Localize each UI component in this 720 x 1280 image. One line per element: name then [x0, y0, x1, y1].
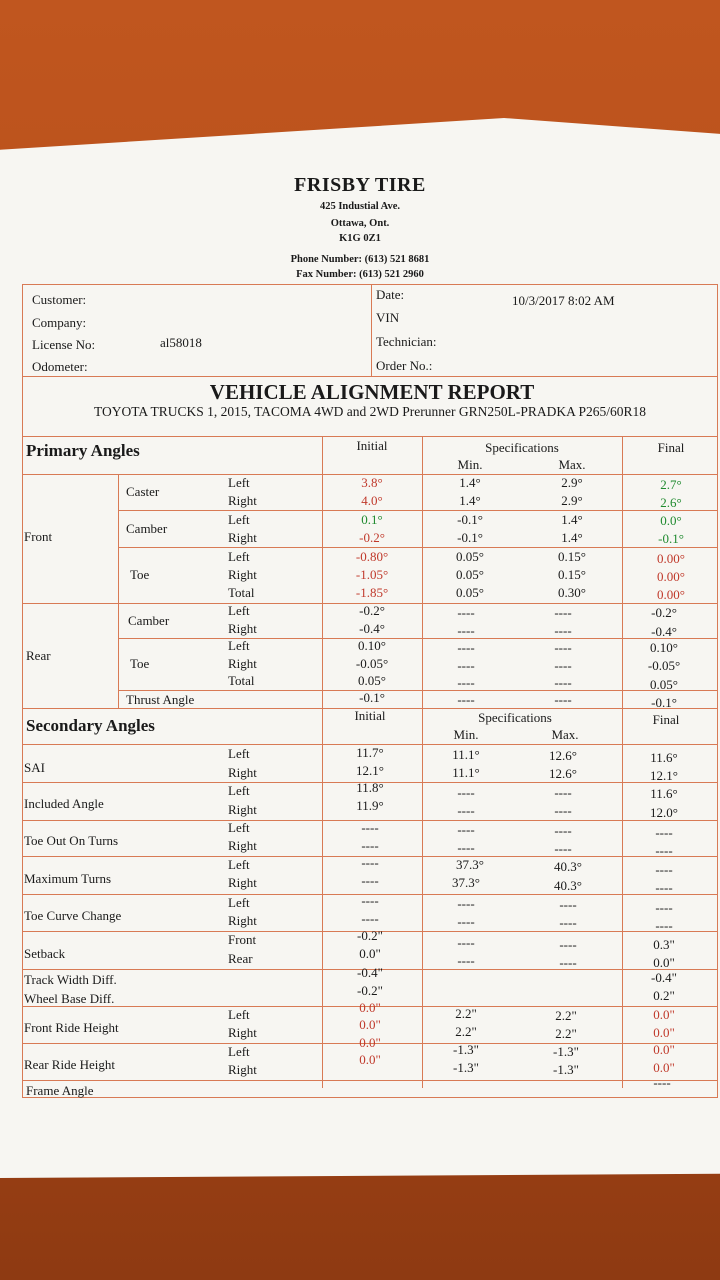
camber-right-min: -0.1° [457, 530, 483, 545]
rear-camber-right-max: ---- [554, 623, 572, 638]
toe-curve-left-max: ---- [559, 897, 577, 912]
front-ride-height-label: Front Ride Height [24, 1020, 119, 1035]
rear-toe-right-initial: -0.05° [355, 656, 389, 671]
included-left-final: 11.6° [650, 786, 678, 801]
vehicle-description: TOYOTA TRUCKS 1, 2015, TACOMA 4WD and 2WD Prerunner GRN250L-PRADKA P265/60R18 [93, 404, 647, 419]
rear-camber-left-max: ---- [554, 605, 572, 620]
rear-toe-left-max: ---- [554, 640, 572, 655]
toe-left-max: 0.15° [558, 549, 586, 564]
toe-curve-left-min: ---- [457, 896, 475, 911]
order-label: Order No.: [376, 358, 433, 373]
rear-camber-right-final: -0.4° [651, 624, 677, 639]
toe-left-min: 0.05° [456, 549, 484, 564]
sai-right-initial: 12.1° [356, 763, 384, 778]
maximum-turns-label: Maximum Turns [24, 871, 112, 886]
toe-out-left-label: Left [228, 820, 250, 835]
rear-camber-right-min: ---- [457, 623, 475, 638]
frame-angle-final: ---- [653, 1075, 671, 1090]
rear-ride-left-min: -1.3" [453, 1042, 479, 1057]
rear-camber-label: Camber [128, 613, 170, 628]
included-right-min: ---- [457, 803, 475, 818]
max-turns-left-final: ---- [655, 862, 673, 877]
rear-toe-right-max: ---- [554, 658, 572, 673]
toe-right-max: 0.15° [558, 567, 586, 582]
toe-curve-left-initial: ---- [361, 893, 379, 908]
sai-left-min: 11.1° [452, 747, 480, 762]
toe-out-right-min: ---- [457, 840, 475, 855]
included-left-initial: 11.8° [356, 780, 384, 795]
caster-right-initial: 4.0° [361, 493, 383, 508]
thrust-final: -0.1° [651, 695, 677, 710]
secondary-min-label: Min. [453, 727, 479, 742]
max-turns-right-final: ---- [655, 880, 673, 895]
camber-left-max: 1.4° [561, 512, 583, 527]
primary-final-label: Final [657, 440, 685, 455]
included-right-max: ---- [554, 803, 572, 818]
rear-toe-left-min: ---- [457, 640, 475, 655]
caster-left-max: 2.9° [561, 475, 583, 490]
included-left-max: ---- [554, 785, 572, 800]
caster-label: Caster [126, 484, 160, 499]
toe-right-initial: -1.05° [355, 567, 389, 582]
toe-curve-right-final: ---- [655, 918, 673, 933]
toe-total-initial: -1.85° [355, 585, 389, 600]
rear-toe-left-initial: 0.10° [358, 638, 386, 653]
rear-ride-left-final: 0.0" [653, 1042, 675, 1057]
max-turns-right-max: 40.3° [554, 878, 582, 893]
setback-rear-label: Rear [228, 951, 253, 966]
technician-label: Technician: [376, 334, 437, 349]
setback-rear-initial: 0.0" [359, 946, 381, 961]
rear-ride-left-initial: 0.0" [359, 1035, 381, 1050]
toe-left-initial: -0.80° [355, 549, 389, 564]
toe-curve-left-final: ---- [655, 900, 673, 915]
toe-total-label: Total [228, 585, 255, 600]
caster-left-label: Left [228, 475, 250, 490]
toe-curve-right-initial: ---- [361, 911, 379, 926]
toe-right-min: 0.05° [456, 567, 484, 582]
track-width-diff-label: Track Width Diff. [24, 972, 117, 987]
sai-label: SAI [24, 760, 45, 775]
max-turns-right-initial: ---- [361, 873, 379, 888]
rear-toe-total-label: Total [228, 673, 255, 688]
vin-label: VIN [376, 310, 400, 325]
toe-curve-right-max: ---- [559, 915, 577, 930]
track-width-initial: -0.4" [357, 965, 383, 980]
toe-left-label: Left [228, 549, 250, 564]
front-ride-right-max: 2.2" [555, 1026, 577, 1041]
toe-out-left-max: ---- [554, 823, 572, 838]
rear-toe-total-final: 0.05° [650, 677, 678, 692]
rear-toe-right-label: Right [228, 656, 257, 671]
secondary-initial-label: Initial [354, 708, 386, 723]
setback-front-max: ---- [559, 937, 577, 952]
toe-curve-left-label: Left [228, 895, 250, 910]
sai-left-initial: 11.7° [356, 745, 384, 760]
front-ride-right-min: 2.2" [455, 1024, 477, 1039]
rear-toe-label: Toe [130, 656, 150, 671]
primary-min-label: Min. [457, 457, 483, 472]
camber-right-initial: -0.2° [359, 530, 385, 545]
included-right-final: 12.0° [650, 805, 678, 820]
included-angle-label: Included Angle [24, 796, 104, 811]
max-turns-left-label: Left [228, 857, 250, 872]
toe-out-right-label: Right [228, 838, 257, 853]
max-turns-left-min: 37.3° [456, 857, 484, 872]
max-turns-right-label: Right [228, 875, 257, 890]
secondary-max-label: Max. [551, 727, 579, 742]
rear-ride-left-max: -1.3" [553, 1044, 579, 1059]
toe-label: Toe [130, 567, 150, 582]
toe-total-max: 0.30° [558, 585, 586, 600]
toe-out-left-min: ---- [457, 822, 475, 837]
toe-out-right-final: ---- [655, 843, 673, 858]
toe-out-label: Toe Out On Turns [24, 833, 119, 848]
rear-ride-right-label: Right [228, 1062, 257, 1077]
primary-spec-label: Specifications [485, 440, 559, 455]
wheel-base-initial: -0.2" [357, 983, 383, 998]
shop-street: 425 Industial Ave. [319, 201, 401, 212]
toe-out-left-final: ---- [655, 825, 673, 840]
setback-front-min: ---- [457, 935, 475, 950]
rear-toe-left-label: Left [228, 638, 250, 653]
thrust-min: ---- [457, 692, 475, 707]
shop-city: Ottawa, Ont. [330, 218, 390, 229]
thrust-max: ---- [554, 692, 572, 707]
rear-ride-right-min: -1.3" [453, 1060, 479, 1075]
caster-left-min: 1.4° [459, 475, 481, 490]
sai-left-max: 12.6° [549, 748, 577, 763]
customer-label: Customer: [32, 292, 87, 307]
front-ride-left-initial: 0.0" [359, 1000, 381, 1015]
rear-label: Rear [26, 648, 51, 663]
front-ride-right-initial: 0.0" [359, 1017, 381, 1032]
caster-right-final: 2.6° [660, 495, 682, 510]
rear-ride-left-label: Left [228, 1044, 250, 1059]
company-label: Company: [32, 315, 87, 330]
primary-initial-label: Initial [356, 438, 388, 453]
primary-max-label: Max. [558, 457, 586, 472]
max-turns-left-max: 40.3° [554, 859, 582, 874]
toe-right-label: Right [228, 567, 257, 582]
included-right-label: Right [228, 802, 257, 817]
rear-toe-total-min: ---- [457, 675, 475, 690]
shop-name: FRISBY TIRE [294, 174, 426, 196]
rear-ride-right-final: 0.0" [653, 1060, 675, 1075]
date-label: Date: [376, 287, 405, 302]
shop-phone: Phone Number: (613) 521 8681 [290, 254, 430, 265]
wheel-base-diff-label: Wheel Base Diff. [24, 991, 115, 1006]
shop-postal: K1G 0Z1 [339, 233, 381, 244]
sai-right-min: 11.1° [452, 765, 480, 780]
max-turns-right-min: 37.3° [452, 875, 480, 890]
camber-left-final: 0.0° [660, 513, 682, 528]
rear-camber-left-final: -0.2° [651, 605, 677, 620]
camber-right-max: 1.4° [561, 530, 583, 545]
rear-ride-right-max: -1.3" [553, 1062, 579, 1077]
sai-right-label: Right [228, 765, 257, 780]
sai-left-label: Left [228, 746, 250, 761]
rear-toe-total-max: ---- [554, 675, 572, 690]
caster-right-max: 2.9° [561, 493, 583, 508]
front-ride-left-final: 0.0" [653, 1007, 675, 1022]
toe-left-final: 0.00° [657, 551, 685, 566]
setback-front-initial: -0.2" [357, 928, 383, 943]
toe-total-final: 0.00° [657, 587, 685, 602]
included-right-initial: 11.9° [356, 798, 384, 813]
rear-toe-right-min: ---- [457, 658, 475, 673]
license-value: al58018 [160, 335, 202, 350]
front-ride-left-min: 2.2" [455, 1006, 477, 1021]
front-ride-left-label: Left [228, 1007, 250, 1022]
rear-toe-right-final: -0.05° [647, 658, 681, 673]
rear-toe-left-final: 0.10° [650, 640, 678, 655]
setback-rear-final: 0.0" [653, 955, 675, 970]
rear-camber-right-label: Right [228, 621, 257, 636]
caster-left-final: 2.7° [660, 477, 682, 492]
rear-ride-right-initial: 0.0" [359, 1052, 381, 1067]
toe-out-right-max: ---- [554, 841, 572, 856]
secondary-final-label: Final [652, 712, 680, 727]
max-turns-left-initial: ---- [361, 855, 379, 870]
secondary-spec-label: Specifications [478, 710, 552, 725]
frame-angle-label: Frame Angle [26, 1083, 94, 1098]
sai-left-final: 11.6° [650, 750, 678, 765]
report-title: VEHICLE ALIGNMENT REPORT [209, 380, 535, 404]
setback-rear-max: ---- [559, 955, 577, 970]
secondary-angles-heading: Secondary Angles [26, 716, 155, 735]
front-ride-left-max: 2.2" [555, 1008, 577, 1023]
toe-out-right-initial: ---- [361, 838, 379, 853]
setback-front-final: 0.3" [653, 937, 675, 952]
front-ride-right-label: Right [228, 1025, 257, 1040]
camber-right-final: -0.1° [658, 531, 684, 546]
caster-right-min: 1.4° [459, 493, 481, 508]
shop-fax: Fax Number: (613) 521 2960 [296, 269, 424, 280]
rear-ride-height-label: Rear Ride Height [24, 1057, 115, 1072]
rear-toe-total-initial: 0.05° [358, 673, 386, 688]
rear-camber-left-initial: -0.2° [359, 603, 385, 618]
camber-left-label: Left [228, 512, 250, 527]
camber-right-label: Right [228, 530, 257, 545]
toe-curve-change-label: Toe Curve Change [24, 908, 122, 923]
thrust-angle-label: Thrust Angle [126, 692, 195, 707]
sai-right-final: 12.1° [650, 768, 678, 783]
rear-camber-left-label: Left [228, 603, 250, 618]
caster-right-label: Right [228, 493, 257, 508]
thrust-initial: -0.1° [359, 690, 385, 705]
license-label: License No: [32, 337, 96, 352]
camber-left-initial: 0.1° [361, 512, 383, 527]
setback-front-label: Front [228, 932, 257, 947]
rear-camber-left-min: ---- [457, 605, 475, 620]
sai-right-max: 12.6° [549, 766, 577, 781]
camber-label: Camber [126, 521, 168, 536]
front-ride-right-final: 0.0" [653, 1025, 675, 1040]
toe-curve-right-min: ---- [457, 914, 475, 929]
toe-total-min: 0.05° [456, 585, 484, 600]
caster-left-initial: 3.8° [361, 475, 383, 490]
setback-label: Setback [24, 946, 66, 961]
front-label: Front [24, 529, 53, 544]
included-left-min: ---- [457, 785, 475, 800]
wheel-base-final: 0.2" [653, 988, 675, 1003]
toe-out-left-initial: ---- [361, 820, 379, 835]
track-width-final: -0.4" [651, 970, 677, 985]
camber-left-min: -0.1° [457, 512, 483, 527]
primary-angles-heading: Primary Angles [26, 441, 140, 460]
date-value: 10/3/2017 8:02 AM [512, 293, 615, 308]
included-left-label: Left [228, 783, 250, 798]
odometer-label: Odometer: [32, 359, 88, 374]
toe-curve-right-label: Right [228, 913, 257, 928]
toe-right-final: 0.00° [657, 569, 685, 584]
setback-rear-min: ---- [457, 953, 475, 968]
rear-camber-right-initial: -0.4° [359, 621, 385, 636]
